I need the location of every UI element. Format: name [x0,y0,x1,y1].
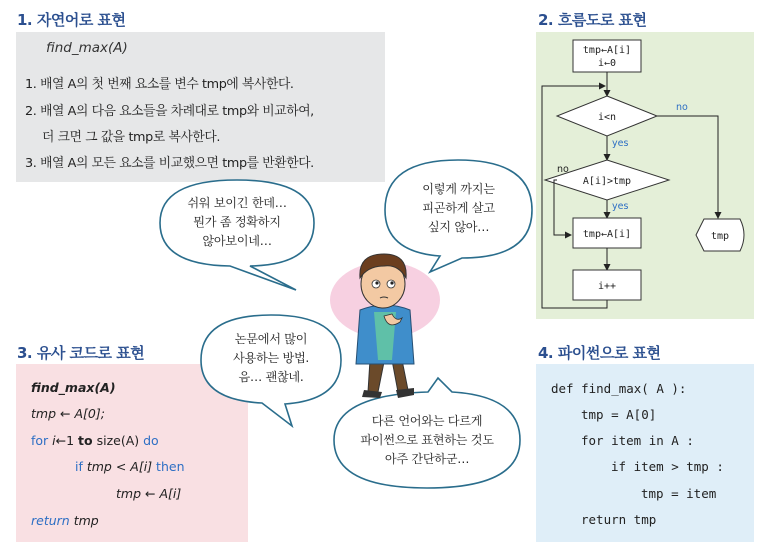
flow-assign-text: tmp←A[i] [582,229,632,240]
natural-step-3: 3. 배열 A의 모든 요소를 비교했으면 tmp를 반환한다. [25,156,314,171]
python-line-3: for item in A : [581,433,694,448]
flow-no-label-1: no [676,102,688,113]
pseudo-line-3: for i←1 to size(A) do [31,433,159,448]
flowchart-title: 2. 흐름도로 표현 [538,11,647,29]
pseudocode-title: 3. 유사 코드로 표현 [17,344,145,362]
thinking-boy-character [330,254,440,398]
pseudo-line-4: if tmp < A[i] then [75,459,185,474]
flow-cond1-text: i<n [597,112,617,123]
flow-yes-label-1: yes [612,138,629,149]
pseudo-line-6: return tmp [31,513,99,528]
natural-func-name: find_max(A) [46,40,128,56]
bubble-4-text: 다른 언어와는 다르게 파이썬으로 표현하는 것도 아주 간단하군… [360,414,494,466]
python-title: 4. 파이썬으로 표현 [538,344,661,362]
bubble-3-text: 논문에서 많이 사용하는 방법. 음… 괜찮네. [233,332,309,384]
pseudo-func: find_max(A) [31,380,116,395]
flow-cond2-text: A[i]>tmp [582,176,632,187]
bubble-1-text: 쉬워 보이긴 한데… 뭔가 좀 정확하지 않아보이네… [187,196,287,248]
flow-init-line1: tmp←A[i] [582,45,632,56]
python-line-5: tmp = item [641,486,717,501]
python-line-1: def find_max( A ): [551,381,687,396]
natural-step-2: 2. 배열 A의 다음 요소들을 차례대로 tmp와 비교하여, [25,104,314,119]
python-line-4: if item > tmp : [611,459,724,474]
flow-init-line2: i←0 [597,58,617,69]
flow-incr-text: i++ [597,281,617,292]
bubble-2-text: 이렇게 까지는 피곤하게 살고 싶지 않아… [422,182,495,234]
flow-output-text: tmp [710,231,730,242]
python-line-2: tmp = A[0] [581,407,657,422]
flow-yes-label-2: yes [612,201,629,212]
pseudo-line-2: tmp ← A[0]; [31,406,105,421]
flow-no-label-2: no [557,164,569,175]
natural-step-2-cont: 더 크면 그 값을 tmp로 복사한다. [42,130,220,145]
pseudo-line-5: tmp ← A[i] [116,486,182,501]
natural-language-title: 1. 자연어로 표현 [17,11,126,29]
natural-step-1: 1. 배열 A의 첫 번째 요소를 변수 tmp에 복사한다. [25,77,294,92]
python-line-6: return tmp [581,512,657,527]
